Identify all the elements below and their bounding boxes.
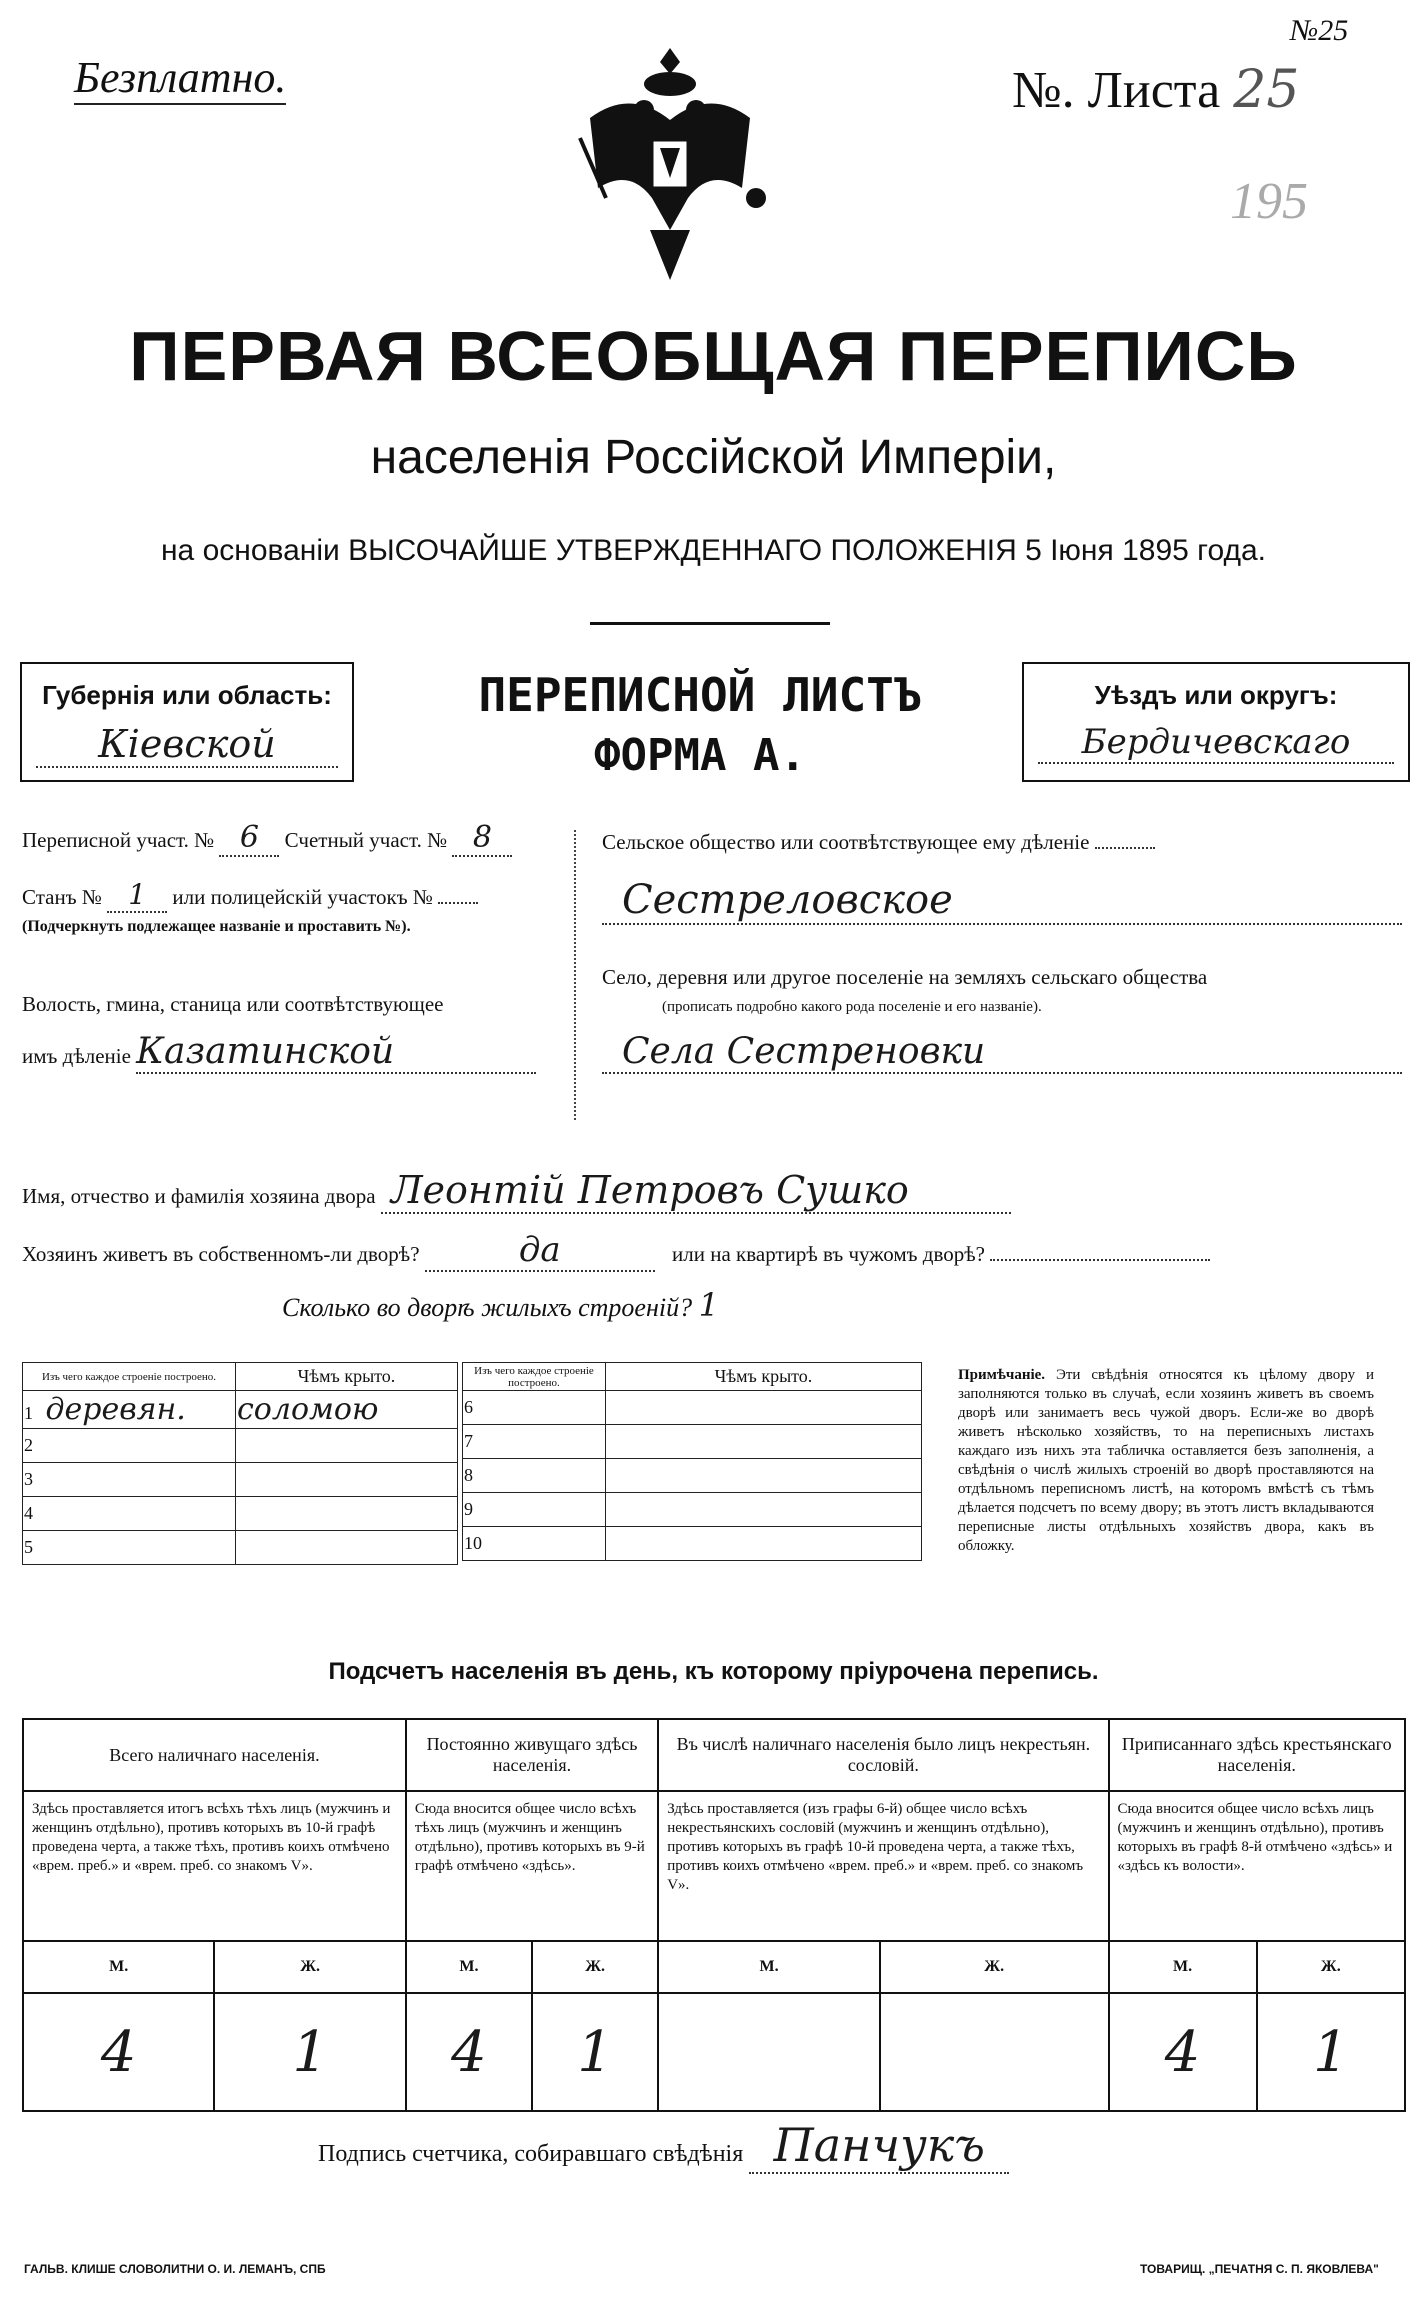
table-row — [463, 1391, 922, 1425]
right-fields — [602, 830, 1402, 1074]
society-value: Сестреловское — [602, 877, 1402, 925]
roof-value: соломою — [236, 1391, 458, 1429]
col-desc: Сюда вносится общее число всѣхъ лицъ (мужчинъ и женщинъ отдѣльно), противъ которыхъ въ графѣ 8-й отмѣчено «здѣсь» и «здѣсь къ волости». — [1109, 1791, 1406, 1941]
uezd-value: Бердичевскаго — [1038, 722, 1394, 764]
row-number: 5 — [23, 1531, 236, 1565]
material-value: деревян. — [45, 1392, 186, 1427]
f-label: Ж. — [880, 1941, 1109, 1993]
row-number: 7 — [463, 1425, 606, 1459]
m-label: М. — [23, 1941, 214, 1993]
underline-note: (Подчеркнуть подлежащее названіе и проставить №). — [22, 918, 411, 935]
subtitle: населенія Россійской Имперіи, — [370, 431, 1057, 484]
basis-line: на основаніи ВЫСОЧАЙШЕ УТВЕРЖДЕННАГО ПОЛОЖЕНІЯ 5 Іюня 1895 года. — [160, 534, 1266, 567]
col-desc: Здѣсь проставляется итогъ всѣхъ тѣхъ лицъ (мужчинъ и женщинъ отдѣльно), противъ которыхъ въ 10-й графѣ проведена черта, а также тѣхъ, противъ коихъ отмѣчено «врем. преб.» и «врем. преб. со знакомъ V». — [23, 1791, 406, 1941]
row-number: 1 — [24, 1403, 33, 1423]
col-desc: Сюда вносится общее число всѣхъ тѣхъ лицъ (мужчинъ и женщинъ отдѣльно), противъ которыхъ въ 9-й графѣ отмѣчено «здѣсь». — [406, 1791, 658, 1941]
f-label: Ж. — [214, 1941, 405, 1993]
table-row — [463, 1493, 922, 1527]
m-label: М. — [658, 1941, 880, 1993]
table-row — [463, 1459, 922, 1493]
main-title: ПЕРВАЯ ВСЕОБЩАЯ ПЕРЕПИСЬ — [129, 317, 1298, 395]
sheet-label: №. Листа — [1012, 62, 1221, 119]
schetny-value: 8 — [452, 820, 512, 857]
note-text: Эти свѣдѣнія относятся къ цѣлому двору и заполняются только въ случаѣ, если хозяинъ живетъ въ своемъ дворѣ или занимаетъ весь чужой дворъ. Если-же во дворѣ живетъ нѣсколько хозяйствъ, то на переписныхъ листахъ каждаго изъ нихъ эта табличка оставляется безъ заполненія, а свѣдѣнія о числѣ жилыхъ строеній во дворѣ проставляются на отдѣльномъ переписномъ листѣ, на которомъ вмѣстѣ съ тѣмъ дѣлается подсчетъ по всему двору; въ этотъ листъ вкладываются переписные листы отдѣльныхъ хозяйствъ двора, какъ въ обложку. — [958, 1367, 1374, 1554]
stan-label: Станъ № — [22, 885, 102, 909]
police-label: или полицейскій участокъ № — [172, 885, 433, 909]
material-header: Изъ чего каждое строеніе построено. — [23, 1363, 236, 1391]
rent-label: или на квартирѣ въ чужомъ дворѣ? — [672, 1242, 985, 1266]
village-note: (прописать подробно какого рода поселеніе и его названіе). — [662, 999, 1042, 1015]
table-row — [23, 1497, 458, 1531]
gubernia-label: Губернія или область: — [42, 680, 332, 710]
imperial-eagle-emblem — [570, 48, 770, 288]
form-title-block — [370, 662, 1030, 781]
f-value: 1 — [214, 1993, 405, 2111]
m-value — [658, 1993, 880, 2111]
f-value — [880, 1993, 1109, 2111]
table-row — [23, 1429, 458, 1463]
uezd-box — [1022, 662, 1410, 782]
buildings-count-label: Сколько во дворѣ жилыхъ строеній? — [282, 1293, 693, 1322]
fields-divider — [574, 830, 576, 1120]
m-label: М. — [1109, 1941, 1257, 1993]
signature-line — [318, 2118, 1009, 2174]
gubernia-box — [20, 662, 354, 782]
right-imprint: ТОВАРИЩ. „ПЕЧАТНЯ С. П. ЯКОВЛЕВА" — [1140, 2262, 1379, 2276]
side-number: 195 — [1230, 173, 1308, 230]
village-value: Села Сестреновки — [602, 1031, 1402, 1074]
roof-header: Чѣмъ крыто. — [606, 1363, 922, 1391]
row-number: 3 — [23, 1463, 236, 1497]
society-label: Сельское общество или соотвѣтствующее ему дѣленіе — [602, 830, 1090, 854]
row-number: 6 — [463, 1391, 606, 1425]
f-label: Ж. — [1257, 1941, 1405, 1993]
owner-name-label: Имя, отчество и фамилія хозяина двора — [22, 1184, 376, 1208]
row-number: 4 — [23, 1497, 236, 1531]
col-head: Постоянно живущаго здѣсь населенія. — [406, 1719, 658, 1791]
f-label: Ж. — [532, 1941, 658, 1993]
left-fields — [22, 820, 582, 1074]
note-title: Примѣчаніе. — [958, 1367, 1046, 1383]
buildings-table-left — [22, 1362, 458, 1565]
m-label: М. — [406, 1941, 532, 1993]
row-number: 8 — [463, 1459, 606, 1493]
left-imprint: ГАЛЬВ. КЛИШЕ СЛОВОЛИТНИ О. И. ЛЕМАНЪ, СПБ — [24, 2262, 326, 2276]
schetny-label: Счетный участ. № — [284, 828, 448, 852]
volost-label: Волость, гмина, станица или соотвѣтствующее — [22, 992, 444, 1016]
buildings-count-value: 1 — [698, 1286, 719, 1324]
m-value: 4 — [406, 1993, 532, 2111]
f-value: 1 — [1257, 1993, 1405, 2111]
free-label: Безплатно. — [74, 52, 286, 105]
note-block — [958, 1366, 1374, 1556]
f-value: 1 — [532, 1993, 658, 2111]
village-label: Село, деревня или другое поселеніе на земляхъ сельскаго общества — [602, 965, 1208, 989]
buildings-table-right — [462, 1362, 922, 1561]
form-title: ПЕРЕПИСНОЙ ЛИСТЪ — [478, 668, 922, 722]
own-yard-value: да — [425, 1230, 655, 1272]
table-row — [463, 1527, 922, 1561]
perepisnoi-label: Переписной участ. № — [22, 828, 215, 852]
signature-value: Панчукъ — [749, 2118, 1009, 2174]
col-head: Всего наличнаго населенія. — [23, 1719, 406, 1791]
own-yard-label: Хозяинъ живетъ въ собственномъ-ли дворѣ? — [22, 1242, 420, 1266]
table-row — [23, 1463, 458, 1497]
perepisnoi-value: 6 — [219, 820, 279, 857]
m-value: 4 — [23, 1993, 214, 2111]
m-value: 4 — [1109, 1993, 1257, 2111]
corner-number: №25 — [1290, 14, 1349, 47]
material-header: Изъ чего каждое строеніе построено. — [463, 1363, 606, 1391]
row-number: 10 — [463, 1527, 606, 1561]
row-number: 2 — [23, 1429, 236, 1463]
row-number: 9 — [463, 1493, 606, 1527]
ornament-divider — [590, 622, 830, 625]
table-row — [23, 1391, 458, 1429]
population-table — [22, 1718, 1406, 2112]
table-row — [23, 1531, 458, 1565]
col-head: Приписаннаго здѣсь крестьянскаго населенія. — [1109, 1719, 1406, 1791]
sheet-number-block — [1012, 60, 1299, 120]
form-subtitle: ФОРМА А. — [594, 730, 806, 781]
signature-label: Подпись счетчика, собиравшаго свѣдѣнія — [318, 2141, 744, 2167]
roof-header: Чѣмъ крыто. — [236, 1363, 458, 1391]
gubernia-value: Кіевской — [36, 722, 338, 768]
volost-label-2: имъ дѣленіе — [22, 1044, 131, 1068]
population-title: Подсчетъ населенія въ день, къ которому пріурочена перепись. — [328, 1658, 1099, 1685]
col-desc: Здѣсь проставляется (изъ графы 6-й) общее число всѣхъ некрестьянскихъ сословій (мужчинъ и женщинъ отдѣльно), противъ которыхъ въ графѣ 10-й проведена черта, а также тѣхъ, противъ коихъ отмѣчено «врем. преб.» и «врем. преб. со знакомъ V». — [658, 1791, 1108, 1941]
volost-value: Казатинской — [136, 1031, 536, 1074]
col-head: Въ числѣ наличнаго населенія было лицъ некрестьян. сословій. — [658, 1719, 1108, 1791]
sheet-number: 25 — [1233, 60, 1300, 120]
table-row — [463, 1425, 922, 1459]
stan-value: 1 — [107, 878, 167, 913]
owner-block — [22, 1168, 1406, 1324]
owner-name-value: Леонтій Петровъ Сушко — [381, 1168, 1011, 1214]
uezd-label: Уѣздъ или округъ: — [1094, 680, 1338, 710]
